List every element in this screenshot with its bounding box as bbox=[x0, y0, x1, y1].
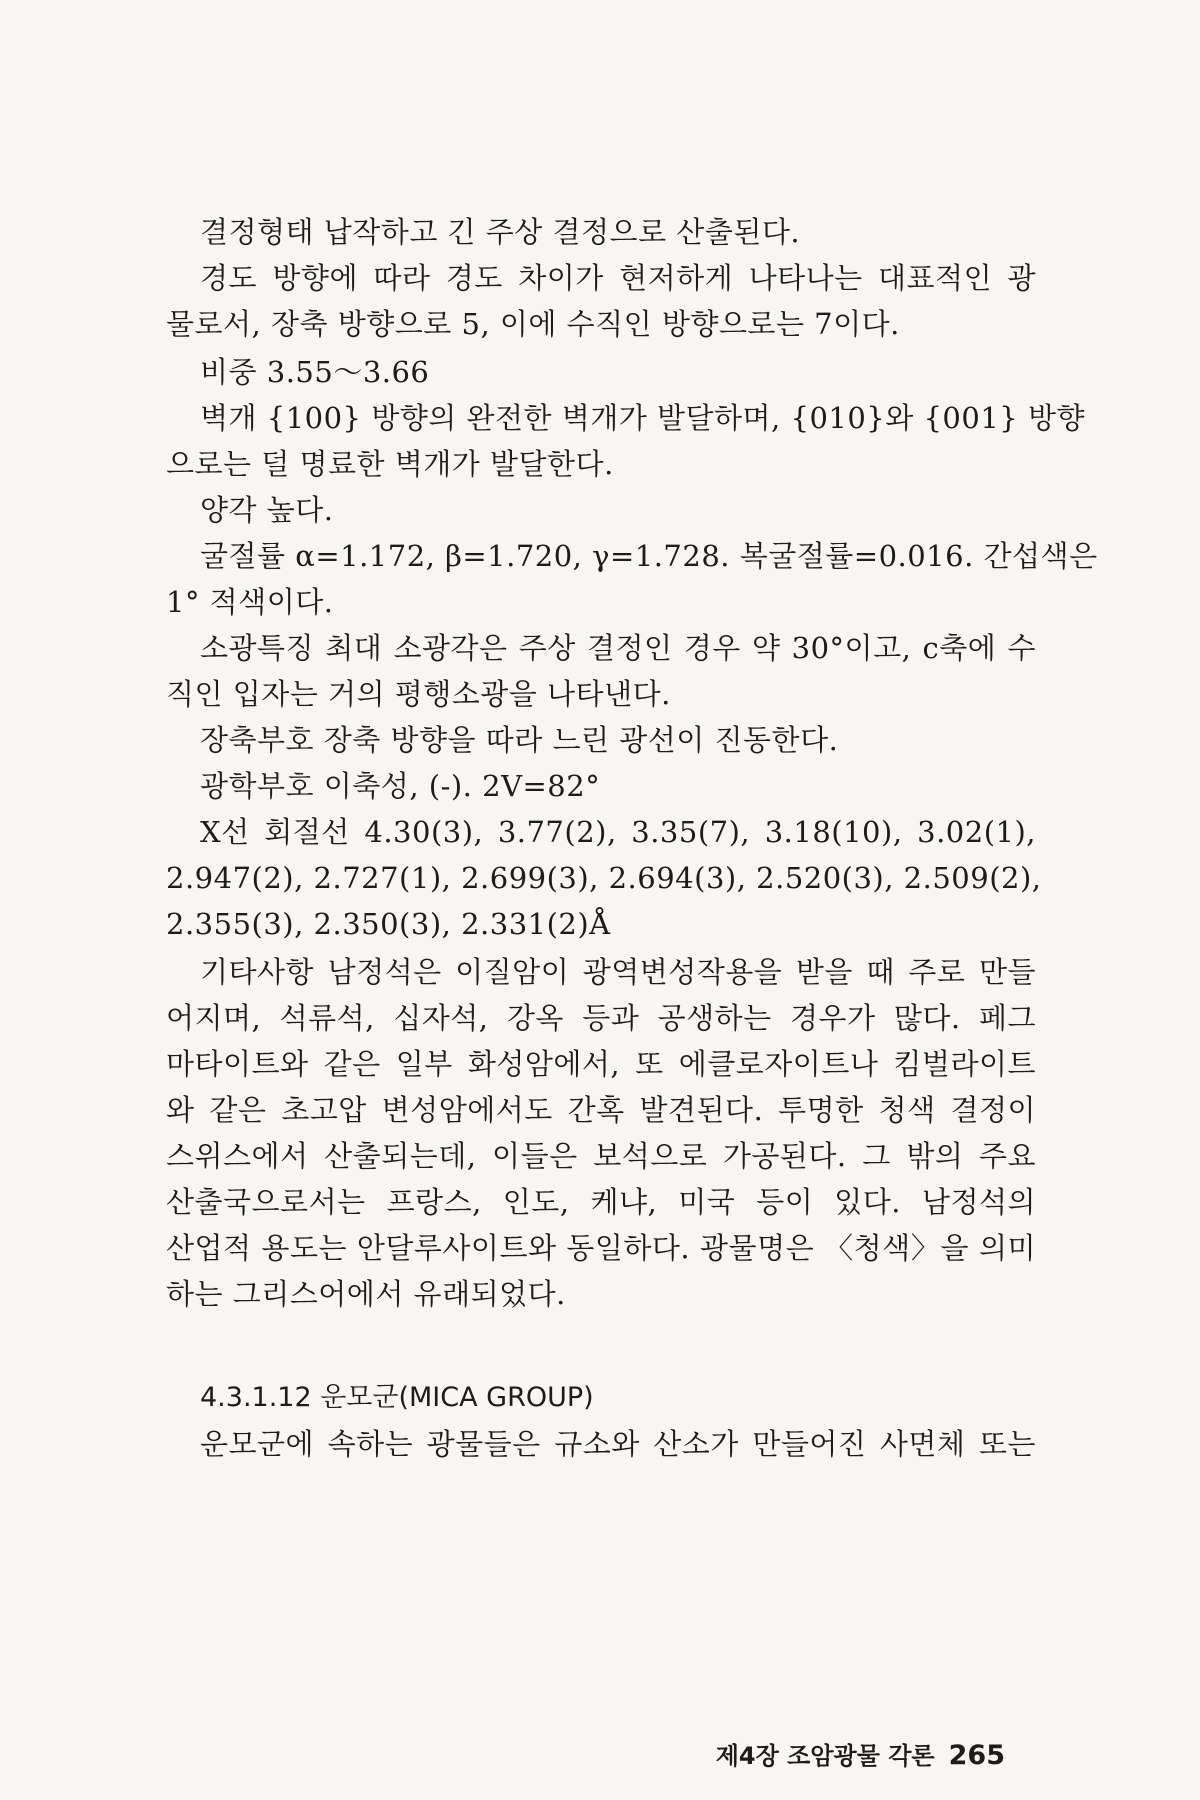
text-line: 산출국으로서는 프랑스, 인도, 케냐, 미국 등이 있다. 남정석의 bbox=[166, 1185, 1036, 1219]
text-line: 굴절률 α=1.172, β=1.720, γ=1.728. 복굴절률=0.016. 간섭색은 bbox=[200, 539, 1098, 573]
text-line: 경도 방향에 따라 경도 차이가 현저하게 나타나는 대표적인 광 bbox=[200, 261, 1036, 295]
text-line: 양각 높다. bbox=[200, 493, 334, 527]
chapter-label: 제4장 조암광물 각론 bbox=[715, 1742, 935, 1770]
text-line: 직인 입자는 거의 평행소광을 나타낸다. bbox=[166, 677, 671, 711]
text-line: 하는 그리스어에서 유래되었다. bbox=[166, 1277, 566, 1311]
text-line: 1° 적색이다. bbox=[166, 585, 334, 619]
text-line: 장축부호 장축 방향을 따라 느린 광선이 진동한다. bbox=[200, 723, 839, 757]
text-line: 어지며, 석류석, 십자석, 강옥 등과 공생하는 경우가 많다. 페그 bbox=[166, 1001, 1036, 1035]
text-line: 운모군에 속하는 광물들은 규소와 산소가 만들어진 사면체 또는 bbox=[200, 1427, 1036, 1461]
section-heading: 4.3.1.12 운모군(MICA GROUP) bbox=[200, 1382, 594, 1413]
text-line: 2.947(2), 2.727(1), 2.699(3), 2.694(3), 2.520(3), 2.509(2), bbox=[166, 861, 1042, 895]
text-line: 광학부호 이축성, (-). 2V=82° bbox=[200, 769, 601, 803]
text-line: 벽개 {100} 방향의 완전한 벽개가 발달하며, {010}와 {001} 방향 bbox=[200, 401, 1085, 435]
text-line: 결정형태 납작하고 긴 주상 결정으로 산출된다. bbox=[200, 215, 801, 249]
text-line: 2.355(3), 2.350(3), 2.331(2)Å bbox=[166, 907, 611, 941]
text-line: 스위스에서 산출되는데, 이들은 보석으로 가공된다. 그 밖의 주요 bbox=[166, 1139, 1036, 1173]
text-line: 마타이트와 같은 일부 화성암에서, 또 에클로자이트나 킴벌라이트 bbox=[166, 1047, 1036, 1081]
text-line: 으로는 덜 명료한 벽개가 발달한다. bbox=[166, 447, 614, 481]
text-line: X선 회절선 4.30(3), 3.77(2), 3.35(7), 3.18(10), 3.02(1), bbox=[200, 815, 1036, 849]
text-line: 와 같은 초고압 변성암에서도 간혹 발견된다. 투명한 청색 결정이 bbox=[166, 1093, 1036, 1127]
text-line: 물로서, 장축 방향으로 5, 이에 수직인 방향으로는 7이다. bbox=[166, 307, 900, 341]
text-line: 비중 3.55～3.66 bbox=[200, 355, 430, 389]
text-line: 기타사항 남정석은 이질암이 광역변성작용을 받을 때 주로 만들 bbox=[200, 955, 1036, 989]
text-line: 소광특징 최대 소광각은 주상 결정인 경우 약 30°이고, c축에 수 bbox=[200, 631, 1036, 665]
page-footer bbox=[716, 1736, 1005, 1771]
text-line: 산업적 용도는 안달루사이트와 동일하다. 광물명은 〈청색〉을 의미 bbox=[166, 1231, 1036, 1265]
page-number: 265 bbox=[948, 1740, 1005, 1771]
